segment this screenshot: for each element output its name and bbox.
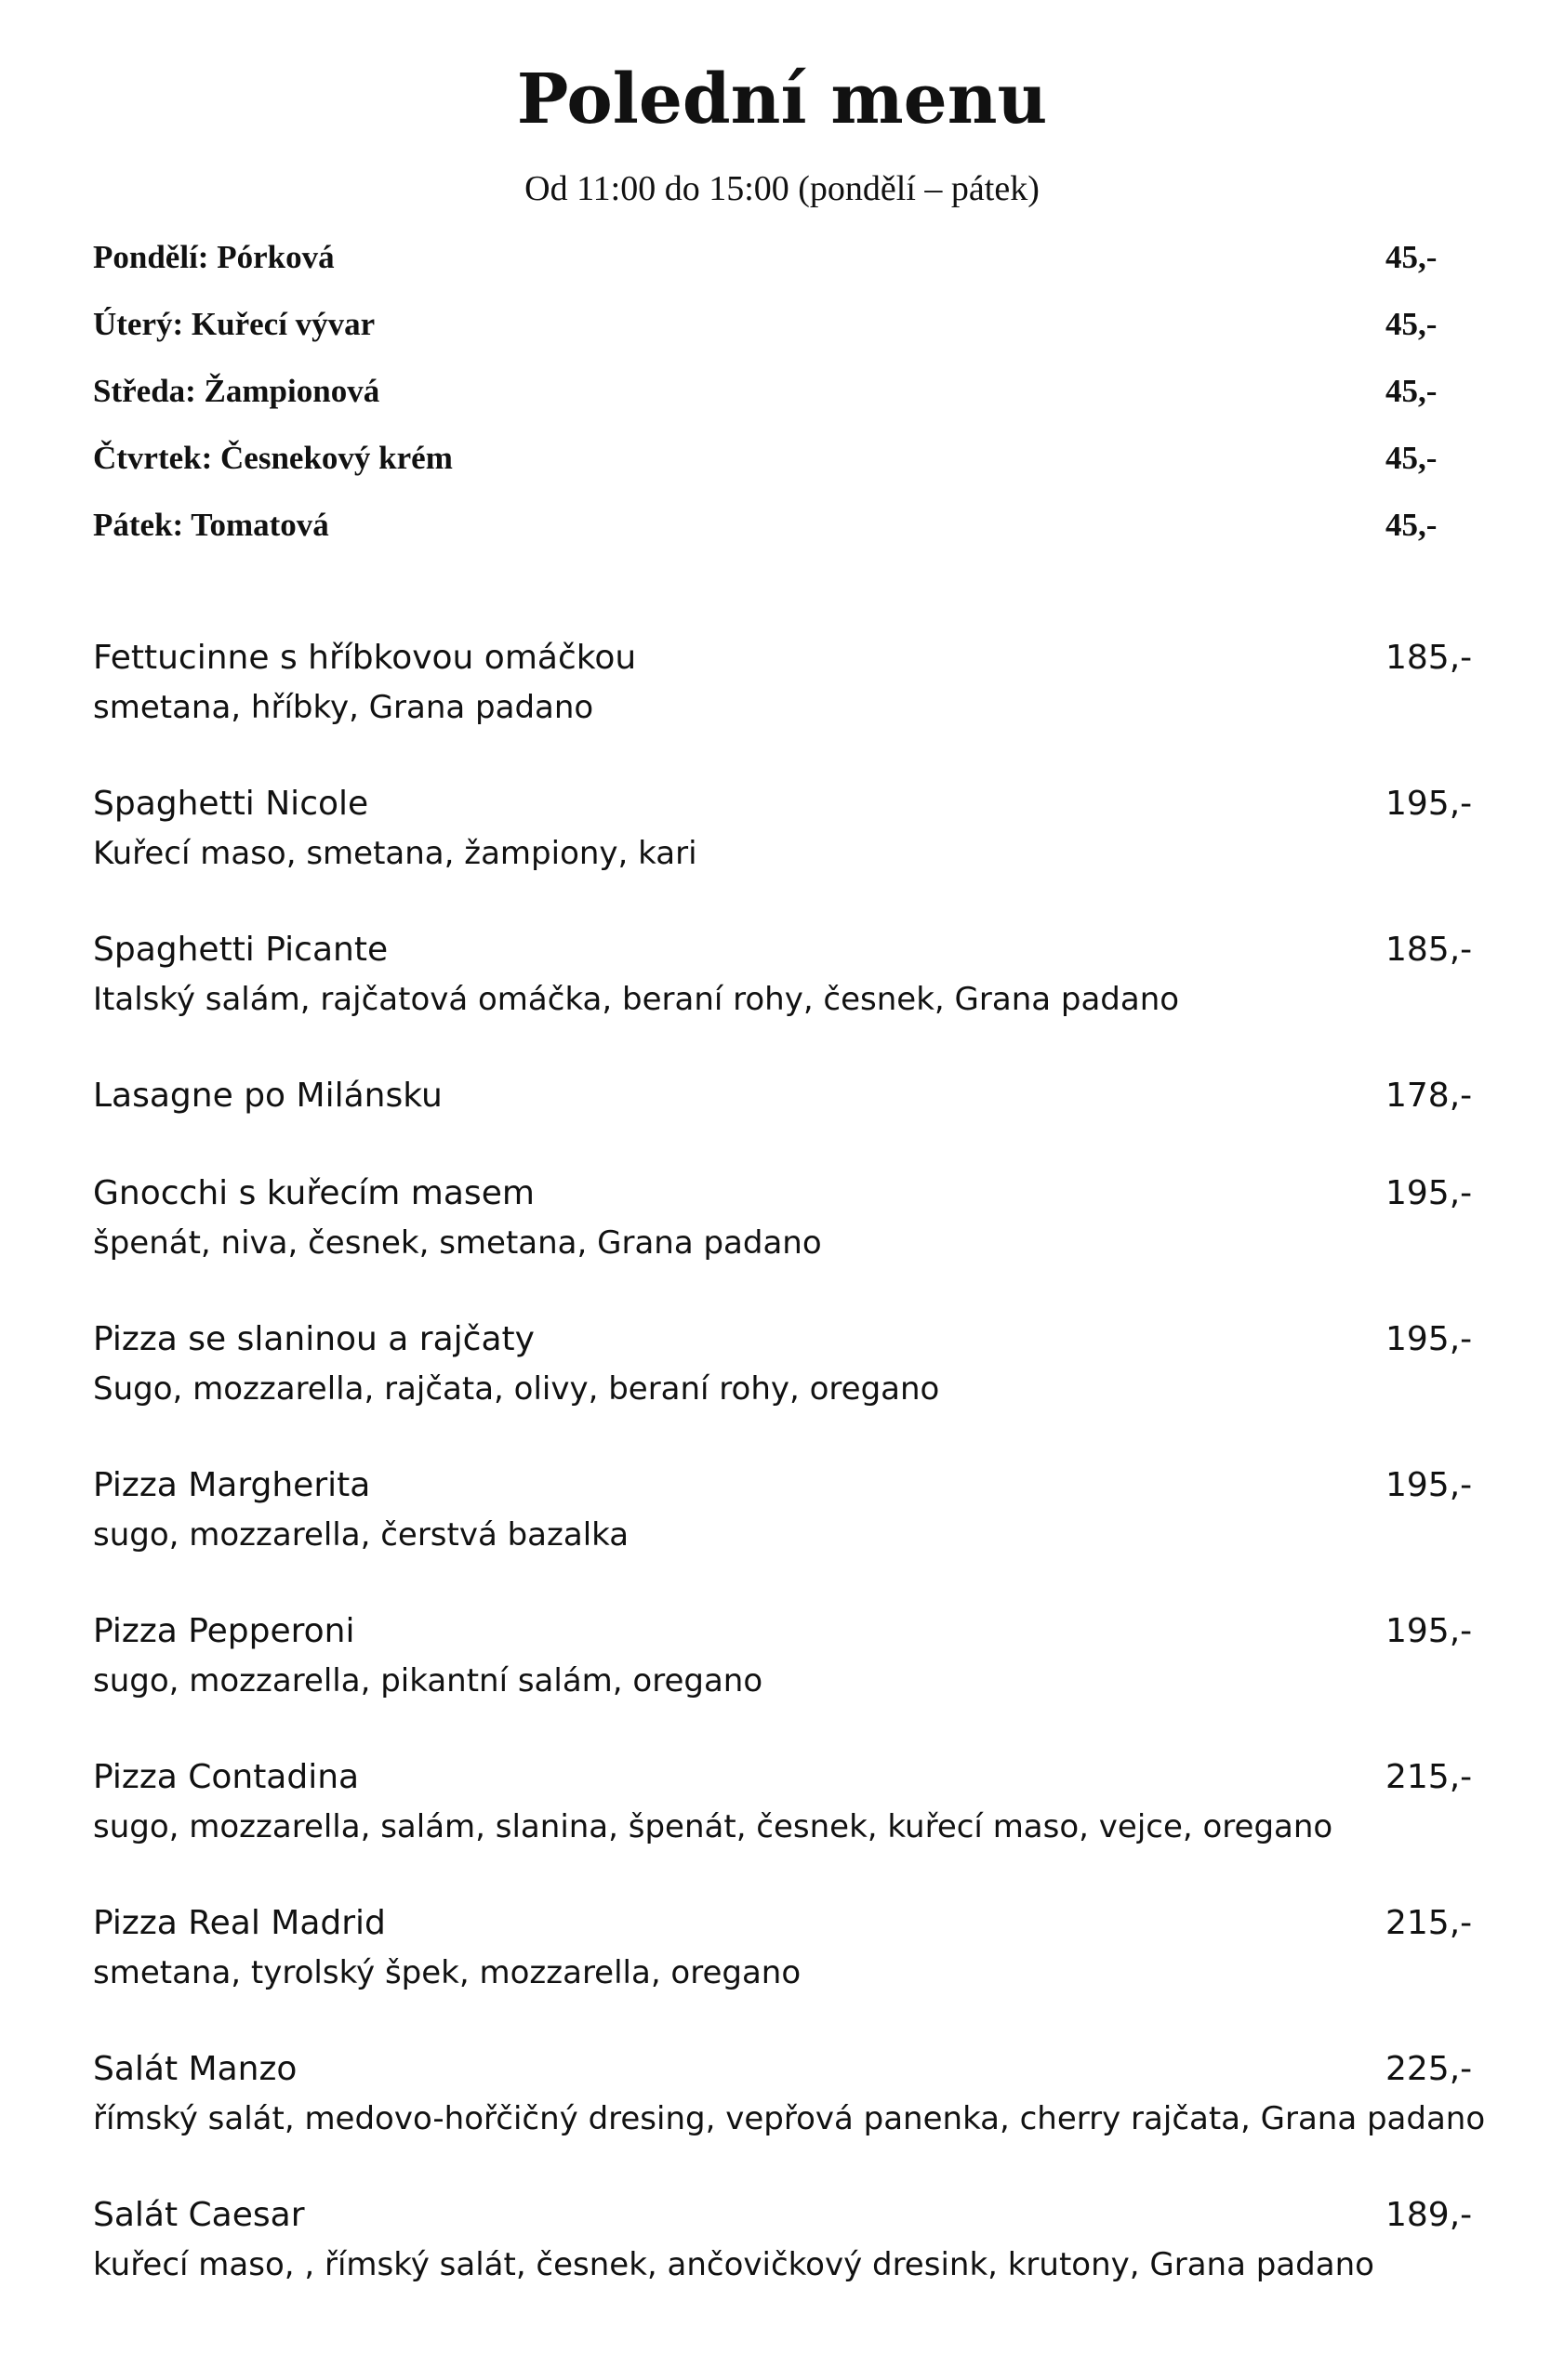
dish-item [93, 778, 1525, 924]
dish-name: Spaghetti Nicole [93, 785, 369, 823]
dish-price: 195,- [1385, 785, 1473, 823]
soup-label: Pátek: Tomatová [93, 507, 329, 543]
dish-description: římský salát, medovo-hořčičný dresing, vepřová panenka, cherry rajčata, Grana padano [93, 2100, 1486, 2137]
soup-price: 45,- [1385, 507, 1438, 543]
dish-price: 195,- [1385, 1466, 1473, 1504]
soup-item [93, 500, 1451, 567]
dish-price: 185,- [1385, 931, 1473, 969]
dish-name: Spaghetti Picante [93, 931, 389, 969]
dish-description: špenát, niva, česnek, smetana, Grana padano [93, 1224, 822, 1262]
soup-label: Středa: Žampionová [93, 373, 380, 409]
dish-item [93, 1897, 1525, 2043]
dish-price: 215,- [1385, 1904, 1473, 1942]
dish-price: 195,- [1385, 1320, 1473, 1358]
dish-description: sugo, mozzarella, salám, slanina, špenát, česnek, kuřecí maso, vejce, oregano [93, 1808, 1333, 1845]
dish-description: Kuřecí maso, smetana, žampiony, kari [93, 835, 697, 872]
dish-item [93, 2189, 1525, 2335]
page-title: Polední menu [516, 60, 1048, 139]
dish-description: Sugo, mozzarella, rajčata, olivy, beraní rohy, oregano [93, 1370, 940, 1408]
dish-name: Pizza Real Madrid [93, 1904, 386, 1942]
dish-price: 225,- [1385, 2050, 1473, 2088]
dish-name: Salát Caesar [93, 2196, 305, 2234]
soup-item [93, 299, 1451, 366]
dish-name: Pizza Pepperoni [93, 1612, 355, 1650]
dish-name: Fettucinne s hříbkovou omáčkou [93, 639, 637, 677]
soup-price: 45,- [1385, 440, 1438, 476]
dish-item [93, 924, 1525, 1070]
dish-item [93, 1460, 1525, 1606]
dish-price: 178,- [1385, 1077, 1473, 1115]
dish-item [93, 1606, 1525, 1752]
dish-name: Gnocchi s kuřecím masem [93, 1174, 535, 1212]
dish-list [93, 632, 1525, 2335]
soup-item [93, 232, 1451, 299]
dish-description: sugo, mozzarella, čerstvá bazalka [93, 1516, 630, 1554]
dish-description: sugo, mozzarella, pikantní salám, oregano [93, 1662, 763, 1699]
soup-price: 45,- [1385, 306, 1438, 342]
soup-price: 45,- [1385, 373, 1438, 409]
dish-description: Italský salám, rajčatová omáčka, beraní rohy, česnek, Grana padano [93, 981, 1180, 1018]
dish-item [93, 1314, 1525, 1460]
dish-description: smetana, hříbky, Grana padano [93, 689, 594, 726]
soup-price: 45,- [1385, 239, 1438, 275]
dish-price: 195,- [1385, 1174, 1473, 1212]
dish-description: smetana, tyrolský špek, mozzarella, oregano [93, 1954, 802, 1991]
dish-price: 215,- [1385, 1758, 1473, 1796]
soup-label: Úterý: Kuřecí vývar [93, 306, 376, 342]
dish-item [93, 632, 1525, 778]
dish-item [93, 1168, 1525, 1314]
dish-name: Pizza Contadina [93, 1758, 360, 1796]
soup-label: Pondělí: Pórková [93, 239, 335, 275]
dish-name: Pizza se slaninou a rajčaty [93, 1320, 535, 1358]
dish-description: kuřecí maso, , římský salát, česnek, ančovičkový dresink, krutony, Grana padano [93, 2246, 1374, 2283]
dish-name: Lasagne po Milánsku [93, 1077, 443, 1115]
dish-price: 185,- [1385, 639, 1473, 677]
dish-price: 195,- [1385, 1612, 1473, 1650]
dish-item [93, 2043, 1525, 2189]
soup-item [93, 433, 1451, 500]
dish-name: Pizza Margherita [93, 1466, 371, 1504]
soup-item [93, 366, 1451, 433]
dish-name: Salát Manzo [93, 2050, 298, 2088]
soup-label: Čtvrtek: Česnekový krém [93, 440, 453, 476]
dish-price: 189,- [1385, 2196, 1473, 2234]
soup-list [93, 232, 1451, 567]
serving-hours: Od 11:00 do 15:00 (pondělí – pátek) [524, 169, 1040, 208]
dish-item [93, 1752, 1525, 1897]
dish-item [93, 1070, 1525, 1168]
